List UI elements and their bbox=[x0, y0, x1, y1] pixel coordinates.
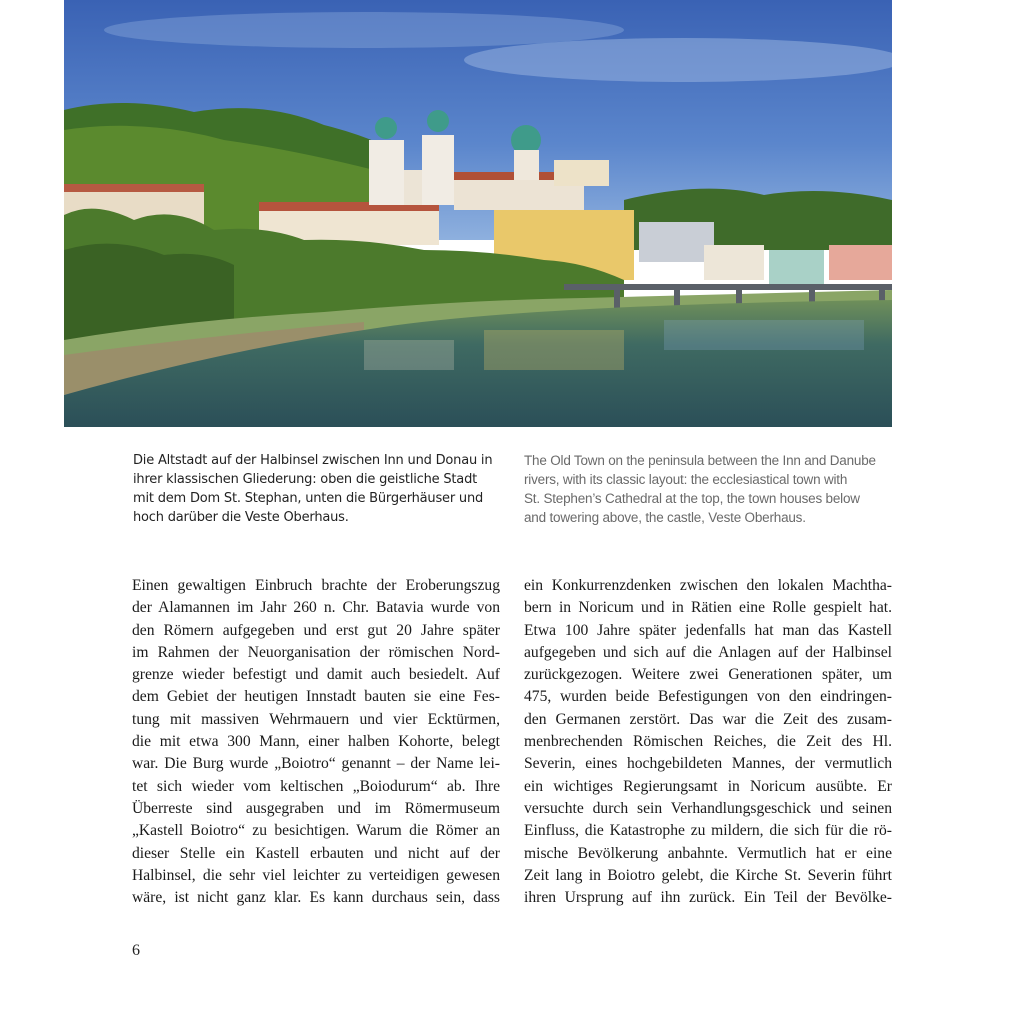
text-line: ein wichtiges Regierungsamt in Noricum ausübte. Er bbox=[524, 777, 892, 795]
text-line: mische Bevölkerung anbahnte. Vermutlich hat er eine bbox=[524, 844, 892, 862]
body-text-left-column bbox=[132, 575, 500, 909]
page-number: 6 bbox=[132, 942, 140, 959]
passau-old-town-photo bbox=[64, 0, 892, 427]
text-line: versuchte durch sein Verhandlungsgeschick und seinen bbox=[524, 799, 892, 817]
text-line: im Rahmen der Neuorganisation der römischen Nord- bbox=[132, 643, 500, 661]
text-line: bern in Noricum und in Rätien eine Rolle gespielt hat. bbox=[524, 599, 892, 617]
text-line: ihren Ursprung auf ihn zurück. Ein Teil der Bevölke- bbox=[524, 889, 892, 907]
caption-line: Die Altstadt auf der Halbinsel zwischen Inn und Donau in bbox=[133, 453, 493, 468]
text-line: Halbinsel, die sehr viel leichter zu verteidigen gewesen bbox=[132, 866, 500, 884]
text-line: den Römern aufgegeben und erst gut 20 Jahre später bbox=[132, 621, 500, 639]
text-line: tung mit massiven Wehrmauern und vier Ecktürmen, bbox=[132, 710, 500, 728]
text-line: menbrechenden Römischen Reiches, die Zeit des Hl. bbox=[524, 733, 892, 751]
text-line: dem Gebiet der heutigen Innstadt bauten sie eine Fes- bbox=[132, 688, 500, 706]
text-line: „Kastell Boiotro“ zu besichtigen. Warum die Römer an bbox=[132, 822, 500, 840]
text-line: Überreste sind ausgegraben und im Römermuseum bbox=[132, 799, 500, 817]
caption-line: mit dem Dom St. Stephan, unten die Bürgerhäuser und bbox=[133, 491, 484, 506]
photo-caption-english bbox=[524, 451, 894, 527]
text-line: war. Die Burg wurde „Boiotro“ genannt – der Name lei- bbox=[132, 755, 500, 773]
text-line: dieser Stelle ein Kastell erbauten und nicht auf der bbox=[132, 844, 500, 862]
text-line: wäre, ist nicht ganz klar. Es kann durchaus sein, dass bbox=[132, 889, 500, 907]
text-line: Zeit lang in Boiotro gelebt, die Kirche St. Severin führt bbox=[524, 866, 892, 884]
text-line: Einen gewaltigen Einbruch brachte der Eroberungszug bbox=[132, 577, 500, 594]
text-line: den Germanen zerstört. Das war die Zeit des zusam- bbox=[524, 710, 892, 728]
text-line: Etwa 100 Jahre später jedenfalls hat man das Kastell bbox=[524, 621, 892, 639]
text-line: Einfluss, die Katastrophe zu mildern, die sich für die rö- bbox=[524, 822, 892, 840]
text-line: grenze wieder befestigt und damit auch besiedelt. Auf bbox=[132, 666, 500, 684]
caption-line: and towering above, the castle, Veste Oberhaus. bbox=[524, 510, 806, 525]
photo-caption-german bbox=[133, 451, 503, 527]
body-text-right-column bbox=[524, 575, 892, 909]
text-line: 475, wurden beide Befestigungen von den eindringen- bbox=[524, 688, 892, 706]
text-line: Severin, eines hochgebildeten Mannes, der vermutlich bbox=[524, 755, 892, 773]
text-line: die mit etwa 300 Mann, einer halben Kohorte, belegt bbox=[132, 733, 500, 751]
text-line: tet sich wieder vom keltischen „Boiodurum“ ab. Ihre bbox=[132, 777, 500, 795]
text-line: zurückgezogen. Weitere zwei Generationen später, um bbox=[524, 666, 892, 684]
text-line: ein Konkurrenzdenken zwischen den lokalen Machtha- bbox=[524, 577, 892, 594]
text-line: der Alamannen im Jahr 260 n. Chr. Batavia wurde von bbox=[132, 599, 500, 617]
caption-line: The Old Town on the peninsula between the Inn and Danube bbox=[524, 453, 876, 468]
caption-line: ihrer klassischen Gliederung: oben die geistliche Stadt bbox=[133, 472, 478, 487]
text-line: aufgegeben und sich auf die Anlagen auf der Halbinsel bbox=[524, 643, 892, 661]
caption-line: rivers, with its classic layout: the ecclesiastical town with bbox=[524, 472, 848, 487]
caption-line: St. Stephen’s Cathedral at the top, the town houses below bbox=[524, 491, 860, 506]
caption-line: hoch darüber die Veste Oberhaus. bbox=[133, 510, 349, 525]
